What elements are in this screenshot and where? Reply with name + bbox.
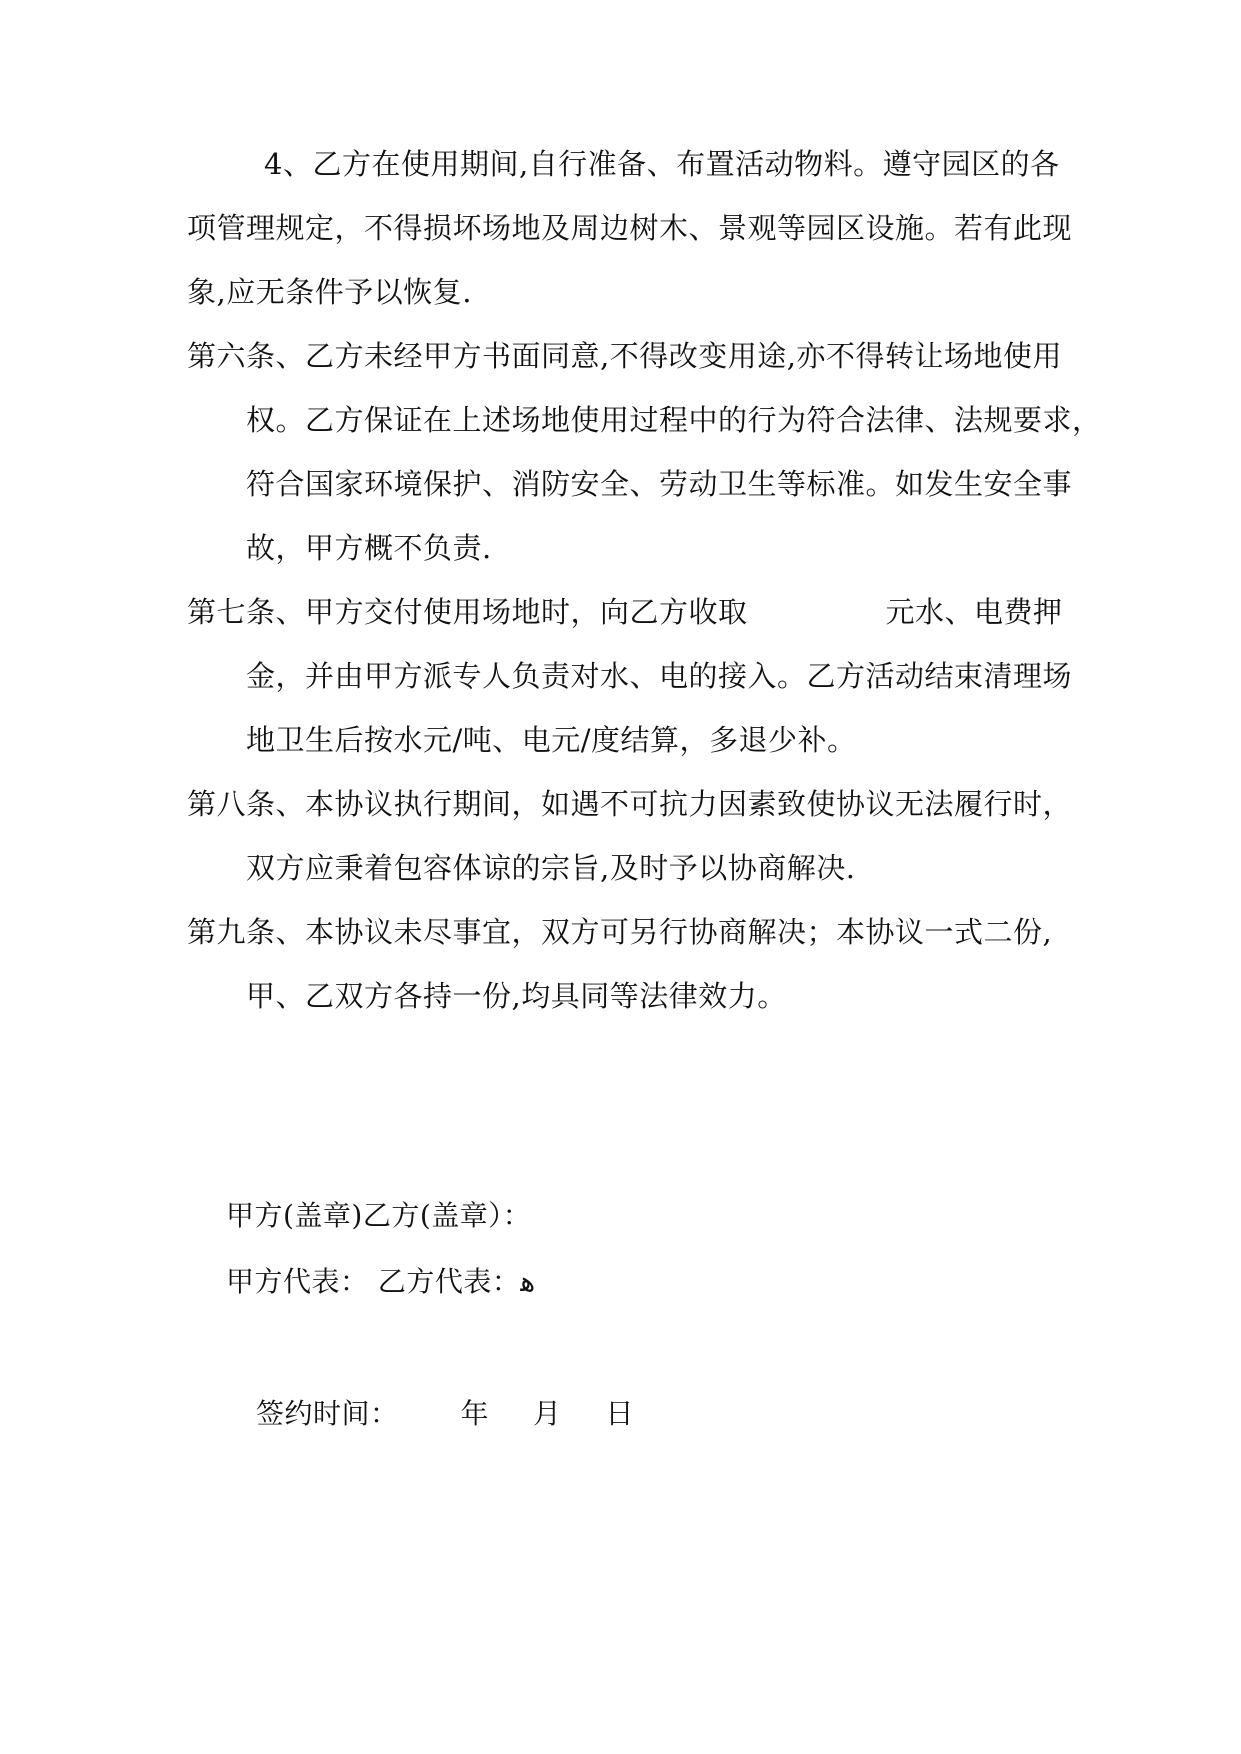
article-9-line-1: 第九条、本协议未尽事宜，双方可另行协商解决；本协议一式二份, xyxy=(187,915,1053,949)
article-6-line-2: 权。乙方保证在上述场地使用过程中的行为符合法律、法规要求， xyxy=(246,403,1102,437)
representatives-line: 甲方代表： 乙方代表：ﻫ xyxy=(226,1265,536,1298)
signing-date-label: 签约时间： xyxy=(256,1397,399,1430)
seal-line: 甲方(盖章)乙方(盖章）： xyxy=(226,1199,532,1232)
month-label: 月 xyxy=(533,1397,562,1430)
year-label: 年 xyxy=(460,1397,490,1430)
clause-4-line-2: 项管理规定，不得损坏场地及周边树木、景观等园区设施。若有此现 xyxy=(187,211,1073,245)
signing-date-line xyxy=(256,1394,634,1434)
article-6-line-3: 符合国家环境保护、消防安全、劳动卫生等标准。如发生安全事 xyxy=(246,467,1073,501)
clause-4-line-3: 象,应无条件予以恢复. xyxy=(187,275,472,309)
clause-4-line-1: 4、乙方在使用期间,自行准备、布置活动物料。遵守园区的各 xyxy=(264,147,1060,181)
article-6-line-4: 故，甲方概不负责. xyxy=(246,531,492,565)
article-7-line-1-after-blank: 元水、电费押 xyxy=(885,595,1063,629)
article-7-line-3: 地卫生后按水元/吨、电元/度结算，多退少补。 xyxy=(246,723,857,757)
article-8-line-2: 双方应秉着包容体谅的宗旨,及时予以协商解决. xyxy=(246,851,856,885)
article-6-line-1: 第六条、乙方未经甲方书面同意,不得改变用途,亦不得转让场地使用 xyxy=(187,339,1062,373)
article-7-line-1-before-blank: 第七条、甲方交付使用场地时，向乙方收取 xyxy=(187,595,748,629)
article-8-line-1: 第八条、本协议执行期间，如遇不可抗力因素致使协议无法履行时， xyxy=(187,787,1073,821)
article-7-line-2: 金，并由甲方派专人负责对水、电的接入。乙方活动结束清理场 xyxy=(246,659,1073,693)
article-9-line-2: 甲、乙双方各持一份,均具同等法律效力。 xyxy=(246,979,787,1013)
article-7-line-1 xyxy=(187,592,1063,632)
day-label: 日 xyxy=(605,1397,635,1430)
